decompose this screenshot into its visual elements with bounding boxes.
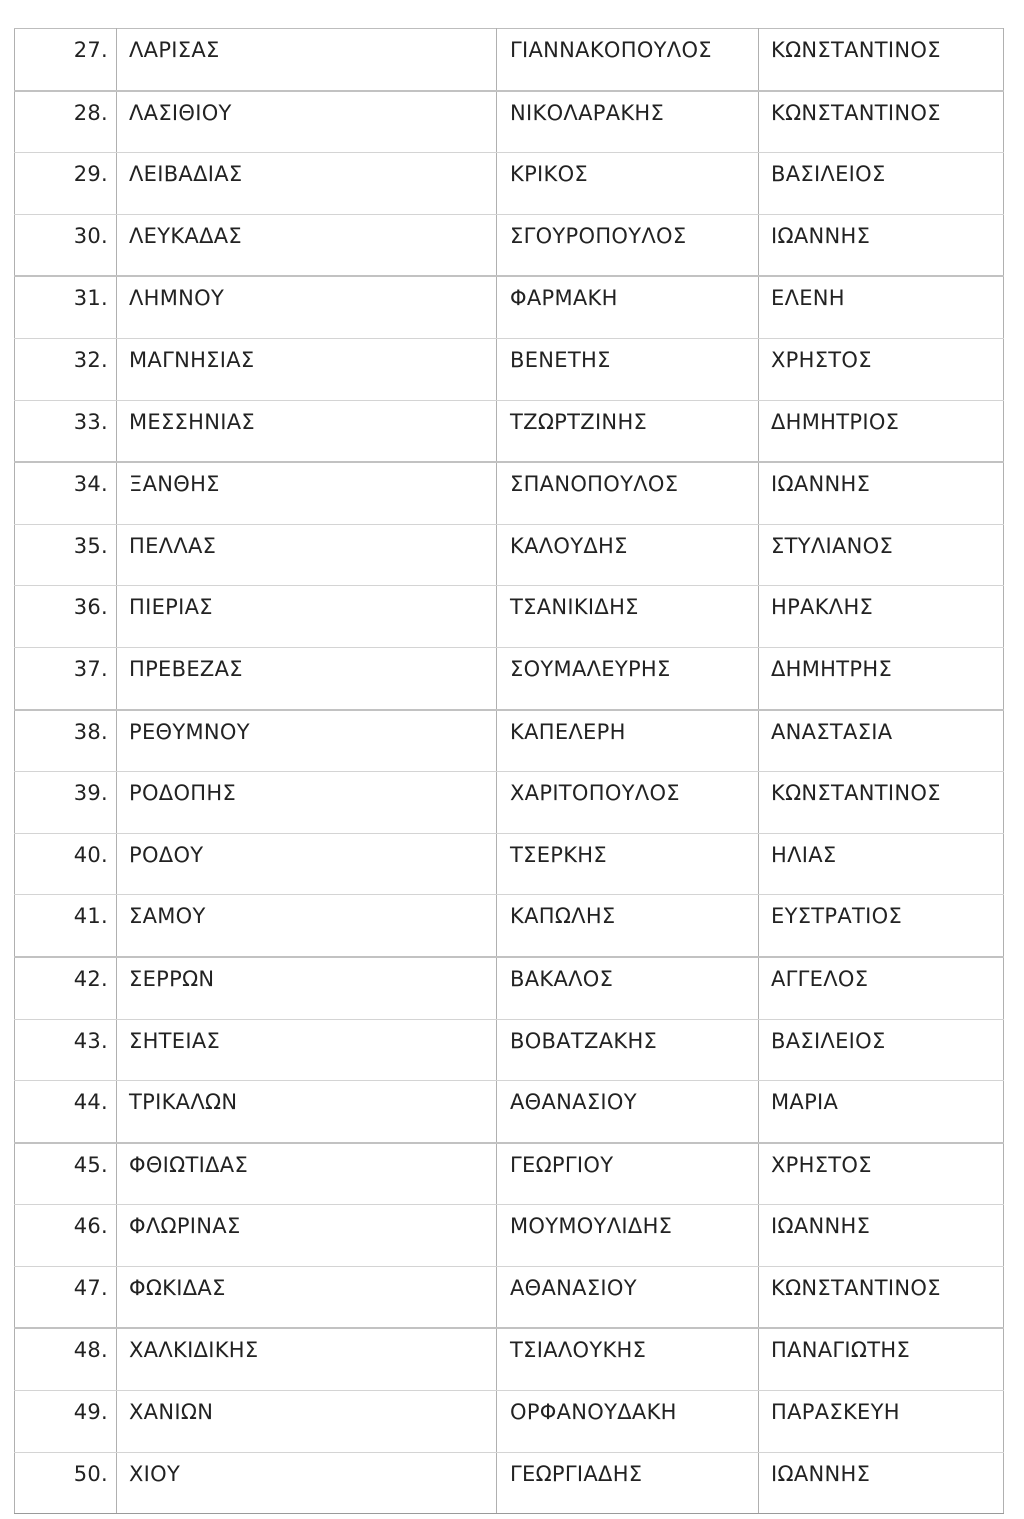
region-cell [117, 214, 497, 276]
given-name-cell-text: ΙΩΑΝΝΗΣ [771, 1214, 871, 1239]
given-name-cell-text: ΒΑΣΙΛΕΙΟΣ [771, 1028, 886, 1053]
region-cell [117, 586, 497, 648]
given-name-cell-text: ΕΥΣΤΡΑΤΙΟΣ [771, 904, 903, 929]
region-cell [117, 29, 497, 91]
region-cell-text: ΛΕΙΒΑΔΙΑΣ [129, 162, 243, 187]
region-cell-text: ΣΗΤΕΙΑΣ [129, 1028, 221, 1053]
region-cell [117, 957, 497, 1019]
region-cell [117, 1391, 497, 1453]
row-number [15, 1081, 117, 1143]
table-row [15, 1266, 1004, 1328]
surname-cell-text: ΑΘΑΝΑΣΙΟΥ [510, 1275, 637, 1300]
table-row [15, 462, 1004, 524]
surname-cell [497, 400, 759, 462]
region-cell-text: ΛΑΡΙΣΑΣ [129, 38, 220, 62]
row-number [15, 462, 117, 524]
given-name-cell [759, 400, 1004, 462]
surname-cell-text: ΦΑΡΜΑΚΗ [510, 286, 618, 311]
surname-cell-text: ΧΑΡΙΤΟΠΟΥΛΟΣ [510, 781, 680, 806]
row-number-text: 49. [73, 1400, 108, 1425]
row-number-text: 37. [73, 656, 108, 681]
row-number [15, 710, 117, 772]
row-number [15, 895, 117, 957]
surname-cell [497, 153, 759, 215]
surname-cell [497, 276, 759, 338]
given-name-cell-text: ΙΩΑΝΝΗΣ [771, 223, 871, 248]
surname-cell [497, 1143, 759, 1205]
row-number [15, 772, 117, 834]
row-number-text: 36. [73, 595, 108, 620]
table-body [15, 29, 1004, 1514]
region-cell-text: ΠΕΛΛΑΣ [129, 533, 217, 558]
given-name-cell [759, 462, 1004, 524]
surname-cell-text: ΟΡΦΑΝΟΥΔΑΚΗ [510, 1400, 677, 1425]
row-number-text: 30. [73, 223, 108, 248]
surname-cell [497, 214, 759, 276]
row-number [15, 91, 117, 153]
row-number-text: 27. [73, 38, 108, 62]
region-cell [117, 1019, 497, 1081]
row-number-text: 40. [73, 842, 108, 867]
row-number-text: 41. [73, 904, 108, 929]
given-name-cell [759, 338, 1004, 400]
region-cell-text: ΛΑΣΙΘΙΟΥ [129, 100, 232, 125]
row-number-text: 44. [73, 1090, 108, 1115]
region-cell [117, 400, 497, 462]
table-row [15, 1081, 1004, 1143]
table-row [15, 153, 1004, 215]
given-name-cell-text: ΑΓΓΕΛΟΣ [771, 966, 869, 991]
region-cell [117, 153, 497, 215]
region-cell [117, 1143, 497, 1205]
given-name-cell-text: ΚΩΝΣΤΑΝΤΙΝΟΣ [771, 781, 941, 806]
row-number [15, 1019, 117, 1081]
row-number [15, 153, 117, 215]
row-number-text: 28. [73, 100, 108, 125]
region-cell-text: ΜΑΓΝΗΣΙΑΣ [129, 347, 255, 372]
surname-cell [497, 1391, 759, 1453]
row-number-text: 33. [73, 409, 108, 434]
officials-table [14, 28, 1004, 1514]
given-name-cell-text: ΜΑΡΙΑ [771, 1090, 839, 1115]
given-name-cell [759, 1143, 1004, 1205]
region-cell-text: ΠΙΕΡΙΑΣ [129, 595, 213, 620]
region-cell-text: ΣΑΜΟΥ [129, 904, 206, 929]
surname-cell [497, 710, 759, 772]
region-cell [117, 1328, 497, 1390]
given-name-cell-text: ΠΑΝΑΓΙΩΤΗΣ [771, 1338, 911, 1363]
row-number [15, 647, 117, 709]
region-cell [117, 1266, 497, 1328]
region-cell [117, 91, 497, 153]
given-name-cell [759, 895, 1004, 957]
given-name-cell [759, 91, 1004, 153]
surname-cell-text: ΚΡΙΚΟΣ [510, 162, 588, 187]
surname-cell [497, 1266, 759, 1328]
row-number-text: 31. [73, 286, 108, 311]
surname-cell [497, 1081, 759, 1143]
surname-cell-text: ΤΣΕΡΚΗΣ [510, 842, 607, 867]
region-cell [117, 1452, 497, 1514]
given-name-cell-text: ΔΗΜΗΤΡΙΟΣ [771, 409, 900, 434]
row-number [15, 1391, 117, 1453]
region-cell [117, 462, 497, 524]
surname-cell-text: ΓΕΩΡΓΙΑΔΗΣ [510, 1461, 643, 1486]
table-row [15, 29, 1004, 91]
table-row [15, 338, 1004, 400]
surname-cell-text: ΓΙΑΝΝΑΚΟΠΟΥΛΟΣ [510, 38, 712, 62]
region-cell [117, 833, 497, 895]
surname-cell [497, 895, 759, 957]
surname-cell-text: ΣΓΟΥΡΟΠΟΥΛΟΣ [510, 223, 687, 248]
surname-cell-text: ΒΑΚΑΛΟΣ [510, 966, 614, 991]
region-cell-text: ΦΘΙΩΤΙΔΑΣ [129, 1152, 249, 1177]
given-name-cell [759, 276, 1004, 338]
region-cell-text: ΞΑΝΘΗΣ [129, 472, 220, 497]
surname-cell-text: ΚΑΛΟΥΔΗΣ [510, 533, 628, 558]
surname-cell [497, 647, 759, 709]
region-cell-text: ΡΕΘΥΜΝΟΥ [129, 719, 250, 744]
surname-cell [497, 1452, 759, 1514]
row-number [15, 276, 117, 338]
surname-cell-text: ΒΕΝΕΤΗΣ [510, 347, 611, 372]
surname-cell [497, 1328, 759, 1390]
surname-cell [497, 462, 759, 524]
region-cell [117, 276, 497, 338]
given-name-cell [759, 214, 1004, 276]
region-cell-text: ΦΛΩΡΙΝΑΣ [129, 1214, 241, 1239]
given-name-cell-text: ΚΩΝΣΤΑΝΤΙΝΟΣ [771, 1275, 941, 1300]
row-number-text: 38. [73, 719, 108, 744]
surname-cell-text: ΤΖΩΡΤΖΙΝΗΣ [510, 409, 648, 434]
table-row [15, 1143, 1004, 1205]
given-name-cell [759, 153, 1004, 215]
given-name-cell-text: ΠΑΡΑΣΚΕΥΗ [771, 1400, 900, 1425]
row-number-text: 50. [73, 1461, 108, 1486]
given-name-cell-text: ΧΡΗΣΤΟΣ [771, 347, 872, 372]
given-name-cell-text: ΚΩΝΣΤΑΝΤΙΝΟΣ [771, 38, 941, 62]
given-name-cell [759, 1328, 1004, 1390]
table-row [15, 1328, 1004, 1390]
given-name-cell-text: ΒΑΣΙΛΕΙΟΣ [771, 162, 886, 187]
region-cell [117, 647, 497, 709]
region-cell-text: ΜΕΣΣΗΝΙΑΣ [129, 409, 255, 434]
row-number [15, 1328, 117, 1390]
row-number [15, 833, 117, 895]
surname-cell-text: ΓΕΩΡΓΙΟΥ [510, 1152, 614, 1177]
surname-cell [497, 772, 759, 834]
table-row [15, 524, 1004, 586]
region-cell-text: ΤΡΙΚΑΛΩΝ [129, 1090, 238, 1115]
given-name-cell [759, 1019, 1004, 1081]
surname-cell-text: ΒΟΒΑΤΖΑΚΗΣ [510, 1028, 658, 1053]
given-name-cell-text: ΔΗΜΗΤΡΗΣ [771, 656, 893, 681]
table-row [15, 1019, 1004, 1081]
given-name-cell [759, 1266, 1004, 1328]
surname-cell [497, 833, 759, 895]
region-cell-text: ΡΟΔΟΠΗΣ [129, 781, 237, 806]
region-cell-text: ΧΙΟΥ [129, 1461, 181, 1486]
region-cell-text: ΛΗΜΝΟΥ [129, 286, 225, 311]
surname-cell [497, 524, 759, 586]
given-name-cell-text: ΣΤΥΛΙΑΝΟΣ [771, 533, 894, 558]
row-number [15, 524, 117, 586]
row-number-text: 46. [73, 1214, 108, 1239]
given-name-cell [759, 1452, 1004, 1514]
region-cell [117, 1205, 497, 1267]
row-number-text: 43. [73, 1028, 108, 1053]
row-number-text: 34. [73, 472, 108, 497]
row-number [15, 400, 117, 462]
row-number [15, 214, 117, 276]
table-row [15, 91, 1004, 153]
region-cell-text: ΣΕΡΡΩΝ [129, 966, 215, 991]
table-row [15, 400, 1004, 462]
row-number [15, 1205, 117, 1267]
row-number [15, 1266, 117, 1328]
surname-cell [497, 957, 759, 1019]
surname-cell-text: ΚΑΠΩΛΗΣ [510, 904, 616, 929]
given-name-cell [759, 29, 1004, 91]
region-cell-text: ΧΑΝΙΩΝ [129, 1400, 214, 1425]
given-name-cell [759, 524, 1004, 586]
row-number [15, 586, 117, 648]
table-row [15, 586, 1004, 648]
given-name-cell [759, 957, 1004, 1019]
surname-cell [497, 91, 759, 153]
surname-cell-text: ΤΣΙΑΛΟΥΚΗΣ [510, 1338, 647, 1363]
given-name-cell-text: ΗΛΙΑΣ [771, 842, 837, 867]
surname-cell-text: ΑΘΑΝΑΣΙΟΥ [510, 1090, 637, 1115]
table-row [15, 833, 1004, 895]
given-name-cell [759, 772, 1004, 834]
table-row [15, 957, 1004, 1019]
table-row [15, 710, 1004, 772]
table-row [15, 214, 1004, 276]
row-number-text: 39. [73, 781, 108, 806]
row-number-text: 32. [73, 347, 108, 372]
surname-cell [497, 1019, 759, 1081]
region-cell-text: ΦΩΚΙΔΑΣ [129, 1275, 226, 1300]
row-number-text: 47. [73, 1275, 108, 1300]
surname-cell [497, 338, 759, 400]
given-name-cell [759, 710, 1004, 772]
row-number-text: 45. [73, 1152, 108, 1177]
given-name-cell-text: ΙΩΑΝΝΗΣ [771, 1461, 871, 1486]
surname-cell-text: ΚΑΠΕΛΕΡΗ [510, 719, 626, 744]
given-name-cell-text: ΙΩΑΝΝΗΣ [771, 472, 871, 497]
given-name-cell [759, 647, 1004, 709]
given-name-cell-text: ΧΡΗΣΤΟΣ [771, 1152, 872, 1177]
given-name-cell-text: ΑΝΑΣΤΑΣΙΑ [771, 719, 893, 744]
region-cell-text: ΡΟΔΟΥ [129, 842, 204, 867]
given-name-cell [759, 833, 1004, 895]
region-cell [117, 524, 497, 586]
surname-cell [497, 1205, 759, 1267]
given-name-cell [759, 1081, 1004, 1143]
surname-cell-text: ΣΠΑΝΟΠΟΥΛΟΣ [510, 472, 679, 497]
given-name-cell-text: ΗΡΑΚΛΗΣ [771, 595, 874, 620]
region-cell-text: ΧΑΛΚΙΔΙΚΗΣ [129, 1338, 259, 1363]
region-cell [117, 1081, 497, 1143]
given-name-cell-text: ΚΩΝΣΤΑΝΤΙΝΟΣ [771, 100, 941, 125]
region-cell-text: ΠΡΕΒΕΖΑΣ [129, 656, 243, 681]
given-name-cell [759, 1391, 1004, 1453]
row-number [15, 338, 117, 400]
table-row [15, 647, 1004, 709]
region-cell [117, 338, 497, 400]
given-name-cell [759, 1205, 1004, 1267]
given-name-cell-text: ΕΛΕΝΗ [771, 286, 845, 311]
row-number [15, 29, 117, 91]
row-number-text: 42. [73, 966, 108, 991]
surname-cell [497, 586, 759, 648]
surname-cell [497, 29, 759, 91]
row-number [15, 1143, 117, 1205]
row-number-text: 29. [73, 162, 108, 187]
surname-cell-text: ΝΙΚΟΛΑΡΑΚΗΣ [510, 100, 665, 125]
surname-cell-text: ΣΟΥΜΑΛΕΥΡΗΣ [510, 656, 671, 681]
region-cell [117, 895, 497, 957]
table-row [15, 1205, 1004, 1267]
table-row [15, 1391, 1004, 1453]
row-number-text: 35. [73, 533, 108, 558]
given-name-cell [759, 586, 1004, 648]
table-row [15, 895, 1004, 957]
region-cell [117, 710, 497, 772]
surname-cell-text: ΤΣΑΝΙΚΙΔΗΣ [510, 595, 639, 620]
table-row [15, 276, 1004, 338]
row-number-text: 48. [73, 1338, 108, 1363]
region-cell-text: ΛΕΥΚΑΔΑΣ [129, 223, 242, 248]
row-number [15, 1452, 117, 1514]
surname-cell-text: ΜΟΥΜΟΥΛΙΔΗΣ [510, 1214, 673, 1239]
table-row [15, 1452, 1004, 1514]
region-cell [117, 772, 497, 834]
table-row [15, 772, 1004, 834]
row-number [15, 957, 117, 1019]
